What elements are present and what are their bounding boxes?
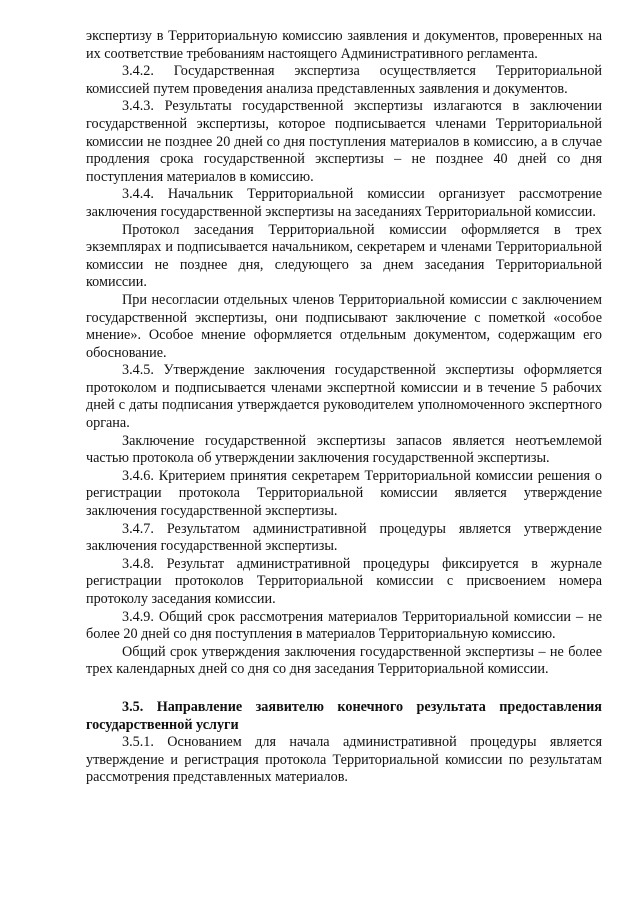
section-heading-3-5: 3.5. Направление заявителю конечного результата предоставления государственной услуги [86,698,602,733]
paragraph-3-4-3: 3.4.3. Результаты государственной экспертизы излагаются в заключении государственной экспертизы, которое подписывается членами Территориальной комиссии не позднее 20 дней со дня поступления материалов в комиссию, а в случае продления срока государственной экспертизы – не позднее 40 дней со дня поступления материалов в комиссию. [86,98,602,185]
paragraph-3-4-8: 3.4.8. Результат административной процедуры фиксируется в журнале регистрации протоколов Территориальной комиссии с присвоением номера протоколу заседания комиссии. [86,555,602,607]
paragraph-3-4-5: 3.4.5. Утверждение заключения государственной экспертизы оформляется протоколом и подписывается членами экспертной комиссии и в течение 5 рабочих дней с даты подписания утверждается руководителем уполномоченного экспертного органа. [86,362,602,432]
paragraph-3-4-4: 3.4.4. Начальник Территориальной комиссии организует рассмотрение заключения государственной экспертизы на заседаниях Территориальной комиссии. [86,186,602,220]
paragraph-3-4-6: 3.4.6. Критерием принятия секретарем Территориальной комиссии решения о регистрации протокола Территориальной комиссии является утверждение заключения государственной экспертизы. [86,467,602,520]
paragraph-conclusion-part: Заключение государственной экспертизы запасов является неотъемлемой частью протокола об утверждении заключения государственной экспертизы. [86,432,602,467]
paragraph-3-4-2: 3.4.2. Государственная экспертиза осуществляется Территориальной комиссией путем проведения анализа представленных заявления и документов. [86,63,602,97]
paragraph-approval-term: Общий срок утверждения заключения государственной экспертизы – не более трех календарных дней со дня со дня заседания Территориальной комиссии. [86,643,602,678]
paragraph-dissent: При несогласии отдельных членов Территориальной комиссии с заключением государственной экспертизы, они подписывают заключение с пометкой «особое мнение». Особое мнение оформляется отдельным документом, содержащим его обоснование. [86,291,602,361]
paragraph-3-4-7: 3.4.7. Результатом административной процедуры является утверждение заключения государственной экспертизы. [86,520,602,555]
document-page [86,28,602,787]
paragraph-3-4-9: 3.4.9. Общий срок рассмотрения материалов Территориальной комиссии – не более 20 дней со дня поступления в материалов Территориальную комиссию. [86,608,602,643]
paragraph-continuation: экспертизу в Территориальную комиссию заявления и документов, проверенных на их соответствие требованиям настоящего Административного регламента. [86,28,602,62]
paragraph-protocol: Протокол заседания Территориальной комиссии оформляется в трех экземплярах и подписывается начальником, секретарем и членами Территориальной комиссии не позднее дня, следующего за днем заседания Территориальной комиссии. [86,221,602,291]
paragraph-3-5-1: 3.5.1. Основанием для начала административной процедуры является утверждение и регистрация протокола Территориальной комиссии по результатам рассмотрения представленных материалов. [86,734,602,786]
